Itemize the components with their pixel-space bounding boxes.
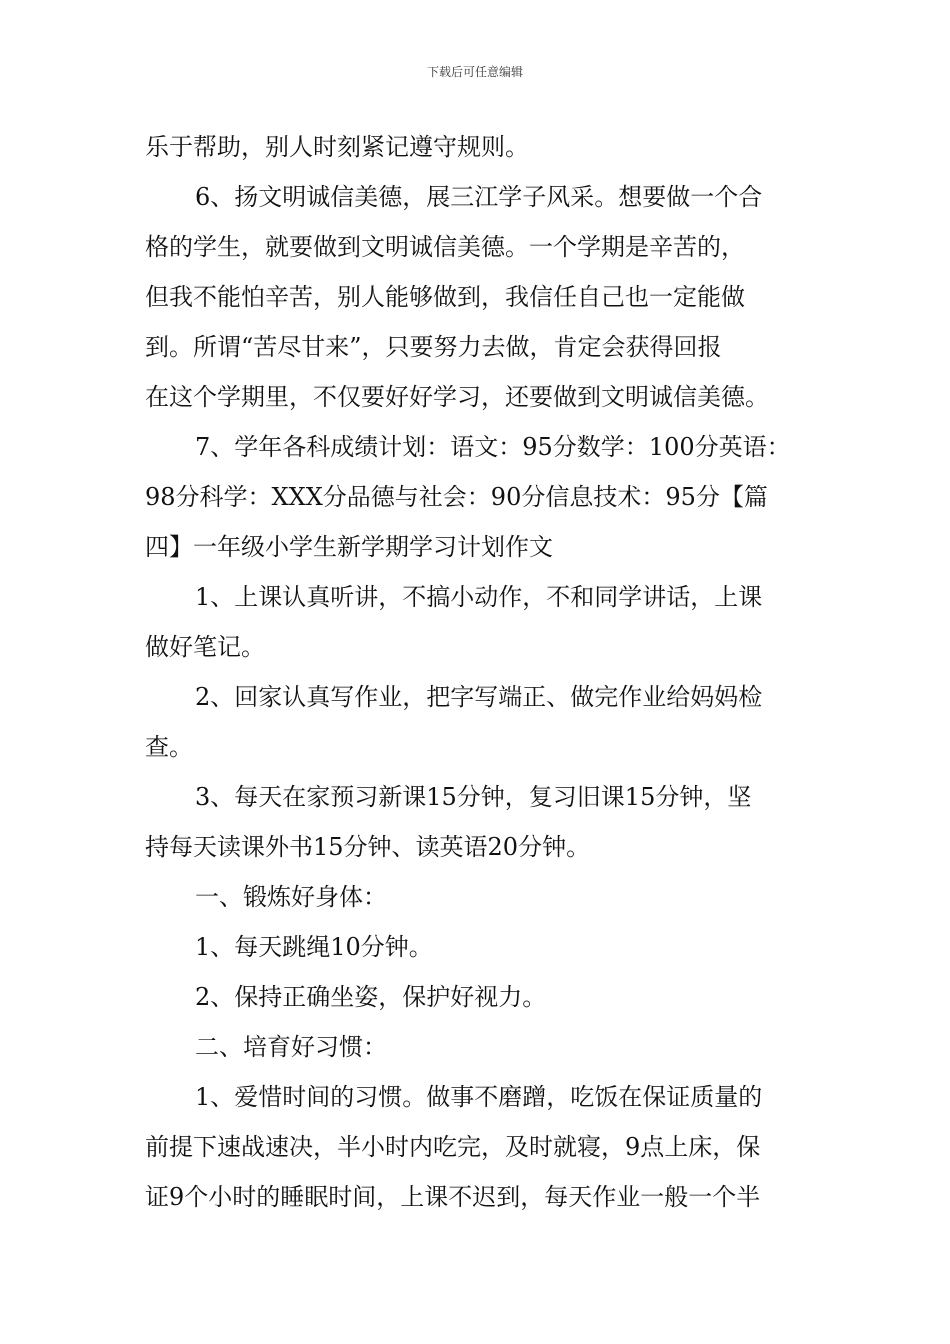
section-heading: 一、锻炼好身体： <box>195 883 387 911</box>
text-line: 98分科学：XXX分品德与社会：90分信息技术：95分【篇 <box>145 483 768 511</box>
section-heading: 二、培育好习惯： <box>195 1033 387 1061</box>
text-line: 1、上课认真听讲，不搞小动作，不和同学讲话，上课 <box>195 583 763 611</box>
text-line: 7、学年各科成绩计划：语文：95分数学：100分英语： <box>195 433 791 461</box>
page-header: 下载后可任意编辑 <box>426 65 523 79</box>
text-line: 到。所谓“苦尽甘来”，只要努力去做，肯定会获得回报 <box>145 333 722 361</box>
text-line: 证9个小时的睡眠时间，上课不迟到，每天作业一般一个半 <box>145 1183 761 1211</box>
text-line: 持每天读课外书15分钟、读英语20分钟。 <box>145 833 591 861</box>
text-line: 四】一年级小学生新学期学习计划作文 <box>145 533 553 561</box>
text-line: 6、扬文明诚信美德，展三江学子风采。想要做一个合 <box>195 183 763 211</box>
text-line: 1、每天跳绳10分钟。 <box>195 933 433 961</box>
text-line: 在这个学期里，不仅要好好学习，还要做到文明诚信美德。 <box>145 383 769 411</box>
text-line: 2、保持正确坐姿，保护好视力。 <box>195 983 547 1011</box>
text-line: 3、每天在家预习新课15分钟，复习旧课15分钟，坚 <box>195 783 752 811</box>
text-line: 格的学生，就要做到文明诚信美德。一个学期是辛苦的， <box>145 233 745 261</box>
text-line: 做好笔记。 <box>145 633 265 661</box>
text-line: 但我不能怕辛苦，别人能够做到，我信任自己也一定能做 <box>145 283 745 311</box>
text-line: 前提下速战速决，半小时内吃完，及时就寝，9点上床，保 <box>145 1133 761 1161</box>
text-line: 乐于帮助，别人时刻紧记遵守规则。 <box>145 133 529 161</box>
text-line: 1、爱惜时间的习惯。做事不磨蹭，吃饭在保证质量的 <box>195 1083 763 1111</box>
document-body <box>145 122 815 1222</box>
text-line: 2、回家认真写作业，把字写端正、做完作业给妈妈检 <box>195 683 763 711</box>
text-line: 查。 <box>145 733 193 761</box>
